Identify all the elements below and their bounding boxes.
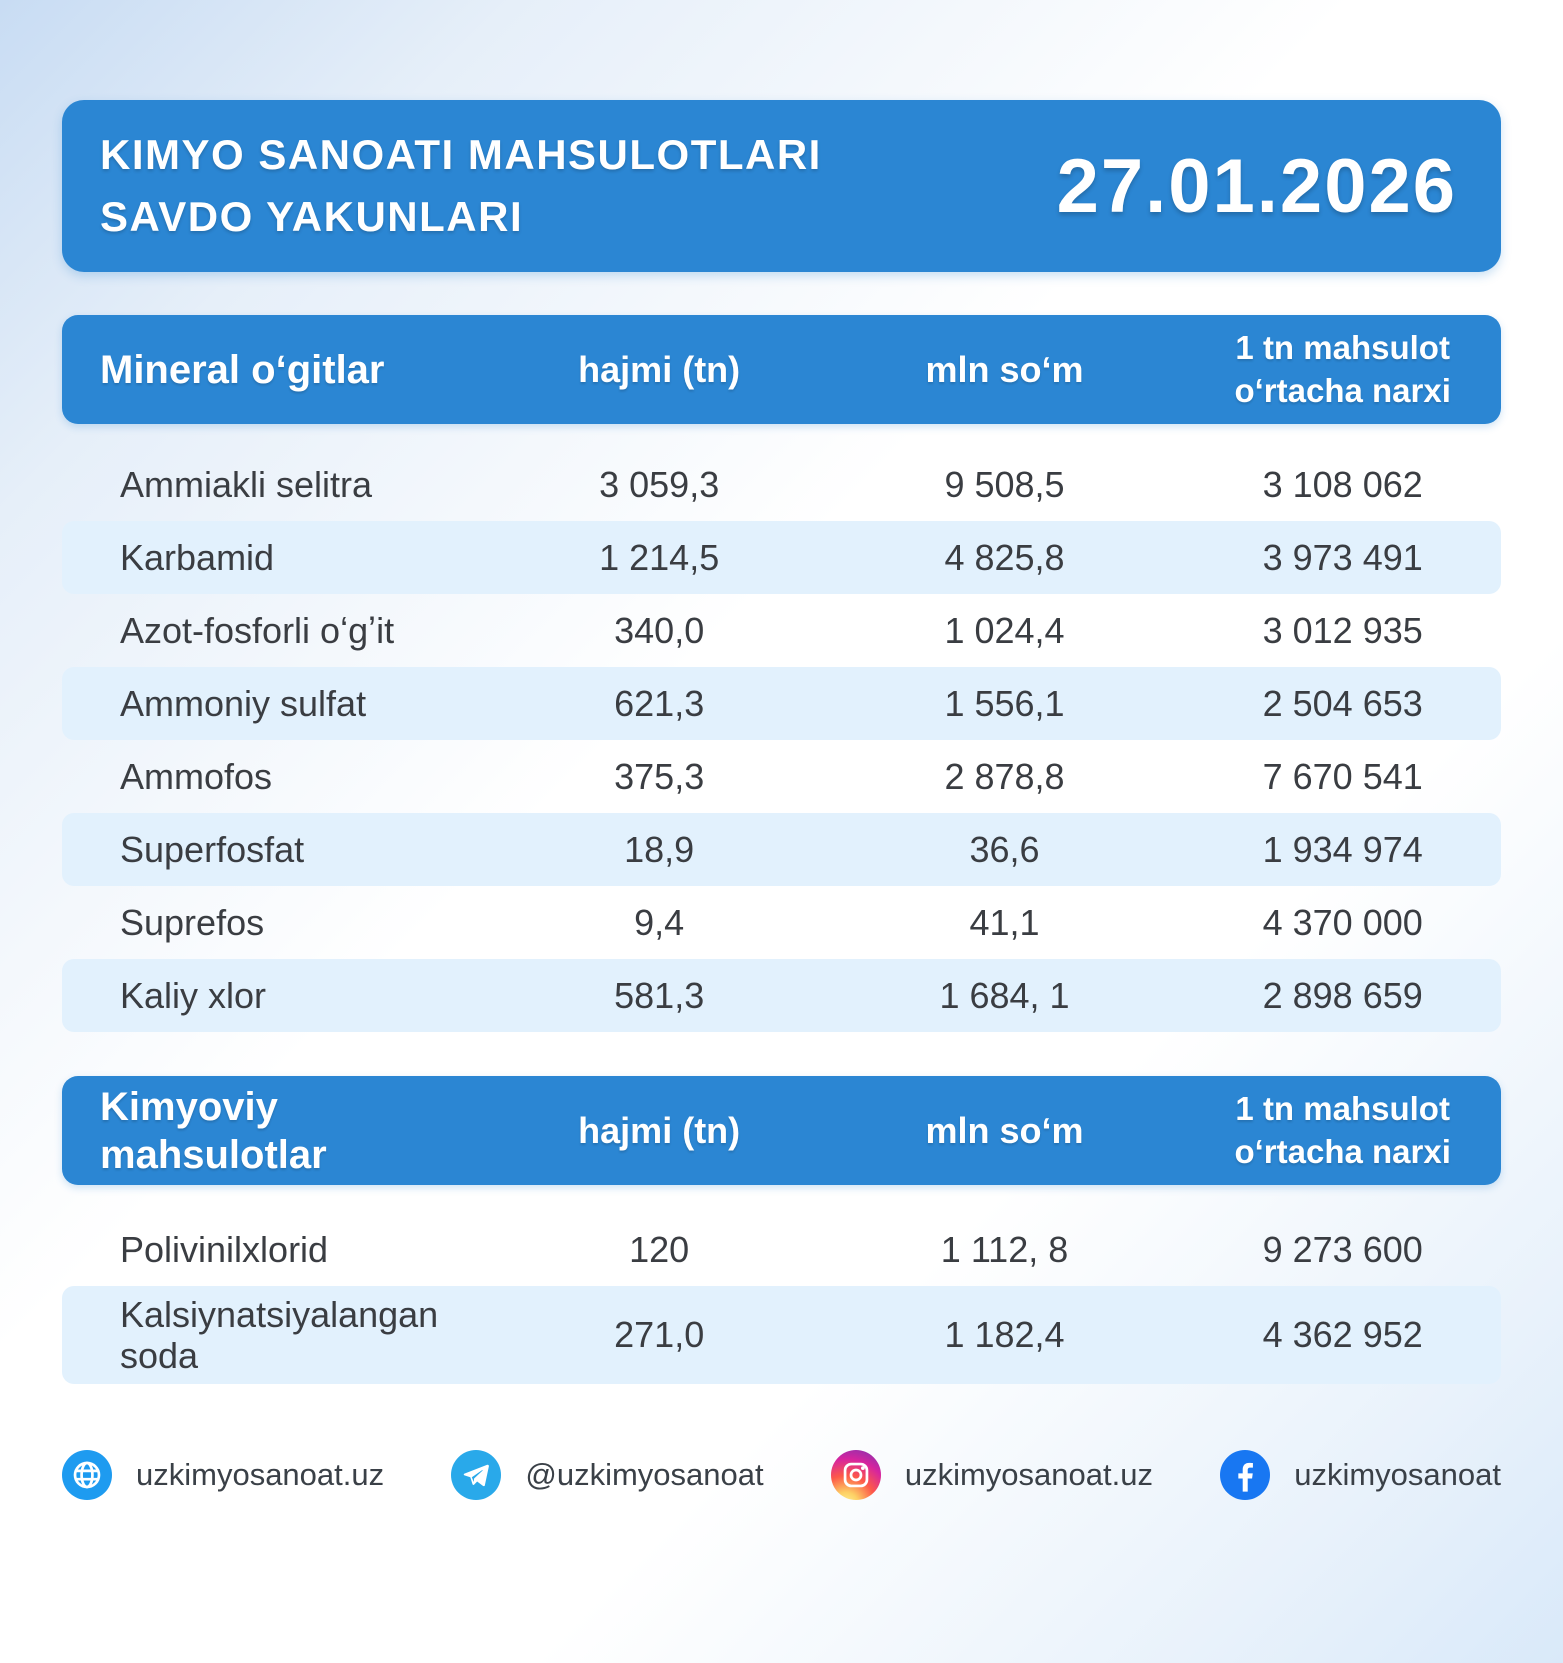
- hajmi-value: 375,3: [614, 755, 705, 797]
- column-header-mln-som: mln soʻm: [925, 1109, 1084, 1151]
- product-name: Ammoniy sulfat: [120, 682, 367, 724]
- product-name: Ammiakli selitra: [120, 463, 373, 505]
- narx-value: 4 370 000: [1262, 901, 1423, 943]
- report-date: 27.01.2026: [1056, 143, 1457, 229]
- column-header-price: 1 tn mahsulot oʻrtacha narxi: [1234, 328, 1451, 409]
- mln-value: 4 825,8: [944, 536, 1065, 578]
- hajmi-value: 621,3: [614, 682, 705, 724]
- table-row: [62, 594, 1501, 667]
- table-row: [62, 448, 1501, 521]
- hajmi-value: 1 214,5: [599, 536, 720, 578]
- mln-value: 1 556,1: [944, 682, 1065, 724]
- table-row: [62, 813, 1501, 886]
- table-row: [62, 521, 1501, 594]
- hajmi-value: 581,3: [614, 974, 705, 1016]
- website-label: uzkimyosanoat.uz: [136, 1457, 385, 1492]
- table-row: [62, 740, 1501, 813]
- product-name: Ammofos: [120, 755, 273, 797]
- column-header-hajmi: hajmi (tn): [578, 348, 741, 390]
- instagram-label: uzkimyosanoat.uz: [904, 1457, 1153, 1492]
- table-header-mineral: [62, 315, 1501, 424]
- globe-icon: [62, 1450, 112, 1500]
- facebook-icon: [1220, 1450, 1270, 1500]
- narx-value: 7 670 541: [1262, 755, 1423, 797]
- table-row: [62, 667, 1501, 740]
- narx-value: 9 273 600: [1262, 1228, 1423, 1270]
- column-header-hajmi: hajmi (tn): [578, 1109, 741, 1151]
- column-header-price: 1 tn mahsulot oʻrtacha narxi: [1234, 1089, 1451, 1170]
- narx-value: 4 362 952: [1262, 1314, 1423, 1355]
- mln-value: 41,1: [969, 901, 1040, 943]
- mln-value: 9 508,5: [944, 463, 1065, 505]
- table-header-kimyoviy: [62, 1076, 1501, 1185]
- mln-value: 1 024,4: [944, 609, 1065, 651]
- hajmi-value: 340,0: [614, 609, 705, 651]
- page-title-line1: KIMYO SANOATI MAHSULOTLARI: [100, 130, 822, 178]
- narx-value: 2 898 659: [1262, 974, 1423, 1016]
- facebook-label: uzkimyosanoat: [1294, 1457, 1501, 1492]
- telegram-icon: [451, 1450, 501, 1500]
- mln-value: 1 112, 8: [940, 1228, 1069, 1270]
- infographic-page: [0, 100, 1563, 1500]
- header-card: [62, 100, 1501, 272]
- narx-value: 3 108 062: [1262, 463, 1423, 505]
- product-name: Azot-fosforli oʻgʼit: [120, 609, 395, 651]
- table-body-mineral: [62, 448, 1501, 1032]
- table-row: [62, 1213, 1501, 1286]
- footer-social-bar: [62, 1450, 1501, 1500]
- product-name: Polivinilxlorid: [120, 1228, 329, 1270]
- instagram-link[interactable]: [831, 1450, 1153, 1500]
- table-row: [62, 1286, 1501, 1384]
- instagram-icon: [831, 1450, 881, 1500]
- telegram-label: @uzkimyosanoat: [525, 1457, 764, 1492]
- narx-value: 2 504 653: [1262, 682, 1423, 724]
- page-title-line2: SAVDO YAKUNLARI: [100, 193, 524, 240]
- column-header-mln-som: mln soʻm: [925, 348, 1084, 390]
- hajmi-value: 3 059,3: [599, 463, 720, 505]
- table-title-mineral: Mineral oʻgitlar: [100, 347, 385, 392]
- facebook-link[interactable]: [1220, 1450, 1501, 1500]
- product-name: Suprefos: [120, 901, 265, 943]
- table-title-kimyoviy: Kimyoviy mahsulotlar: [100, 1084, 327, 1177]
- table-body-kimyoviy: [62, 1213, 1501, 1384]
- product-name: Kaliy xlor: [120, 974, 267, 1016]
- product-name: Kalsiynatsiyalangan soda: [120, 1293, 439, 1376]
- page-title: [100, 124, 822, 248]
- mln-value: 1 684, 1: [939, 974, 1070, 1016]
- mln-value: 36,6: [969, 828, 1040, 870]
- table-row: [62, 959, 1501, 1032]
- hajmi-value: 120: [629, 1228, 690, 1270]
- product-name: Karbamid: [120, 536, 275, 578]
- narx-value: 1 934 974: [1262, 828, 1423, 870]
- table-row: [62, 886, 1501, 959]
- mln-value: 1 182,4: [944, 1314, 1065, 1355]
- mln-value: 2 878,8: [944, 755, 1065, 797]
- narx-value: 3 012 935: [1262, 609, 1423, 651]
- website-link[interactable]: [62, 1450, 384, 1500]
- hajmi-value: 18,9: [624, 828, 695, 870]
- hajmi-value: 9,4: [634, 901, 685, 943]
- product-name: Superfosfat: [120, 828, 305, 870]
- narx-value: 3 973 491: [1262, 536, 1423, 578]
- telegram-link[interactable]: [451, 1450, 763, 1500]
- hajmi-value: 271,0: [614, 1314, 705, 1355]
